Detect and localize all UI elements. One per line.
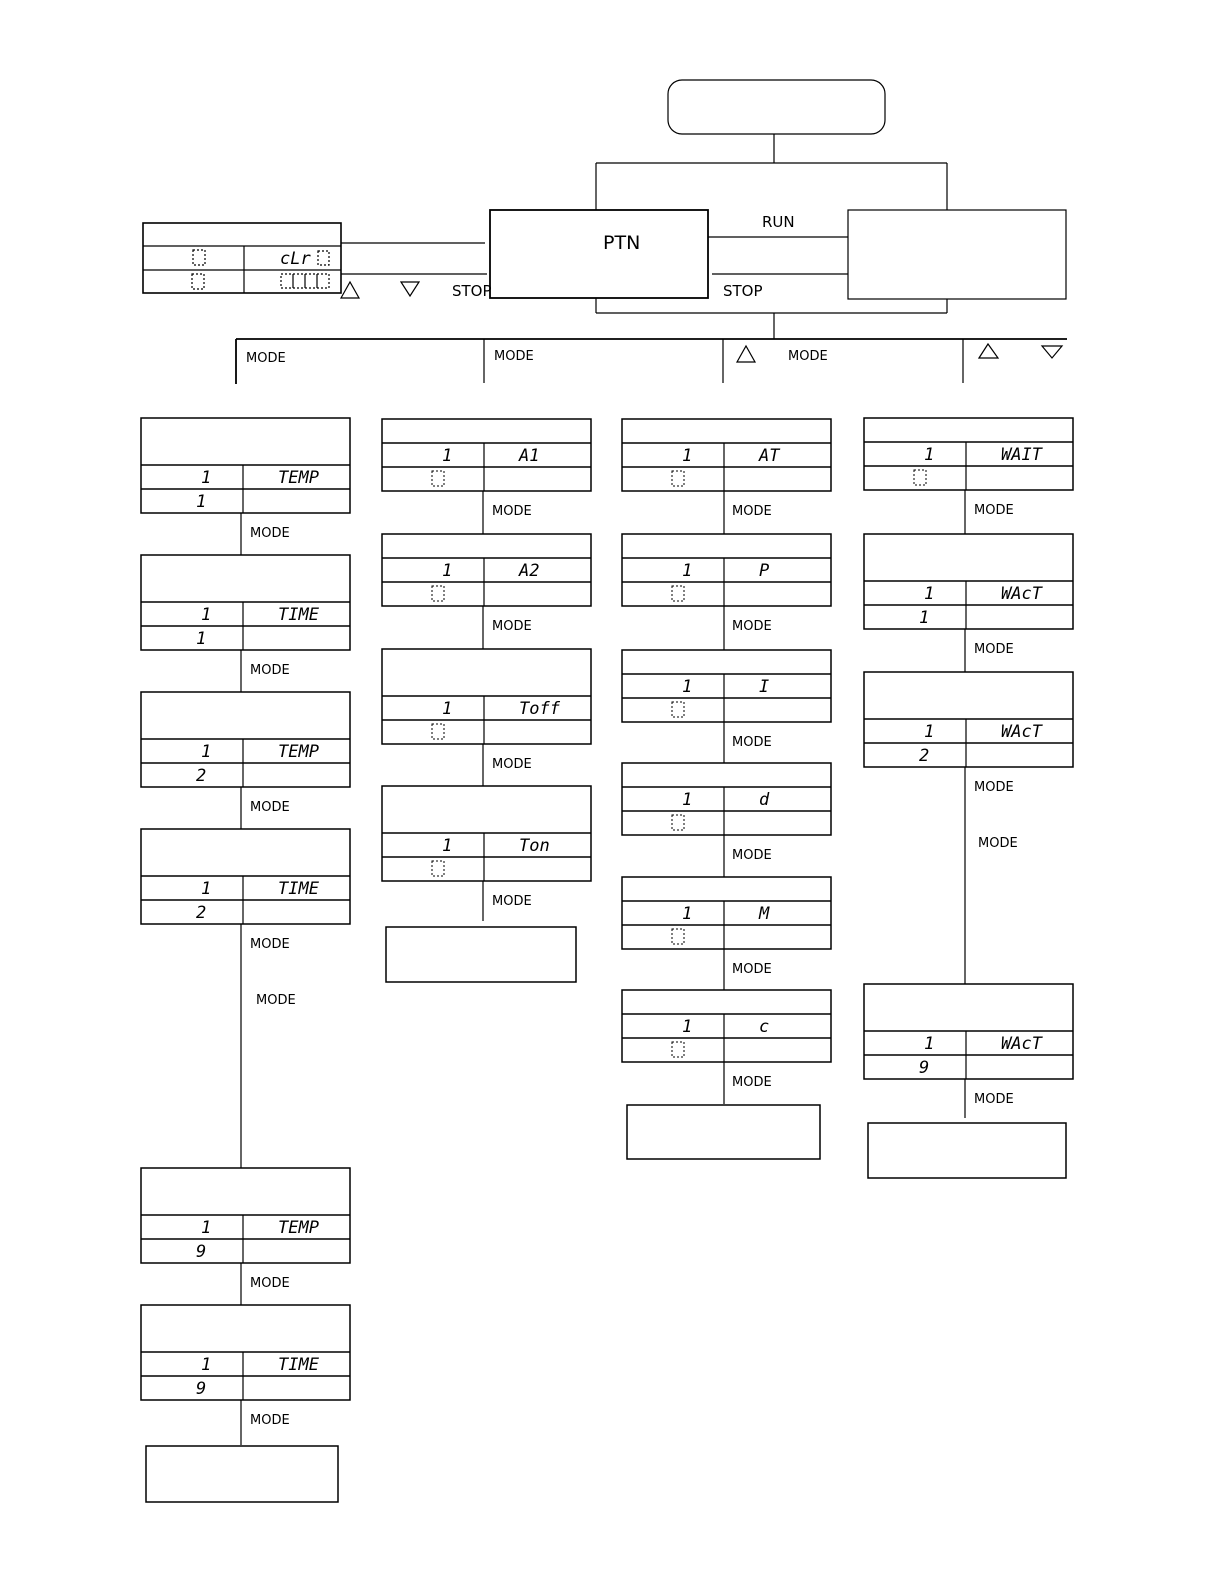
step-digit: 1 bbox=[924, 722, 935, 742]
dotted-digit-icon bbox=[432, 586, 444, 601]
ptn-label: PTN bbox=[603, 232, 641, 254]
run-box bbox=[848, 210, 1066, 299]
step-digit: 1 bbox=[924, 1034, 935, 1054]
step-number: 2 bbox=[196, 766, 207, 786]
step-digit: 1 bbox=[924, 445, 935, 465]
end-box bbox=[146, 1446, 338, 1502]
up-triangle-icon bbox=[979, 344, 998, 358]
parameter-code: c bbox=[759, 1017, 770, 1037]
step-number: 2 bbox=[919, 746, 930, 766]
dotted-digit-icon bbox=[192, 274, 204, 289]
mode-label: MODE bbox=[788, 349, 828, 364]
mode-label: MODE bbox=[492, 504, 532, 519]
mode-label: MODE bbox=[250, 800, 290, 815]
mode-label: MODE bbox=[256, 993, 296, 1008]
mode-label: MODE bbox=[732, 962, 772, 977]
dotted-digit-icon bbox=[672, 1042, 684, 1057]
step-number: 1 bbox=[196, 629, 207, 649]
dotted-digit-icon bbox=[672, 586, 684, 601]
dotted-digit-icon bbox=[293, 274, 305, 288]
step-digit: 1 bbox=[682, 446, 693, 466]
mode-label: MODE bbox=[974, 642, 1014, 657]
step-digit: 1 bbox=[682, 677, 693, 697]
parameter-code: TEMP bbox=[278, 468, 319, 488]
parameter-box bbox=[622, 990, 831, 1062]
end-box bbox=[868, 1123, 1066, 1178]
dotted-digit-icon bbox=[672, 929, 684, 944]
mode-label: MODE bbox=[974, 780, 1014, 795]
parameter-code: A2 bbox=[519, 561, 540, 581]
mode-label: MODE bbox=[732, 1075, 772, 1090]
clear-code: cLr bbox=[280, 249, 311, 269]
step-number: 2 bbox=[196, 903, 207, 923]
dotted-digit-icon bbox=[432, 724, 444, 739]
parameter-code: WAIT bbox=[1001, 445, 1042, 465]
parameter-code: WAcT bbox=[1001, 1034, 1042, 1054]
mode-label: MODE bbox=[732, 504, 772, 519]
dotted-digit-icon bbox=[672, 702, 684, 717]
step-number: 1 bbox=[919, 608, 930, 628]
dotted-digit-icon bbox=[193, 250, 205, 265]
parameter-box bbox=[622, 763, 831, 835]
step-number: 9 bbox=[196, 1242, 207, 1262]
step-digit: 1 bbox=[442, 836, 453, 856]
up-triangle-icon bbox=[737, 346, 755, 362]
step-digit: 1 bbox=[924, 584, 935, 604]
dotted-digit-icon bbox=[672, 471, 684, 486]
parameter-code: TEMP bbox=[278, 742, 319, 762]
mode-label: MODE bbox=[250, 1276, 290, 1291]
dotted-digit-icon bbox=[432, 861, 444, 876]
mode-label: MODE bbox=[732, 735, 772, 750]
step-digit: 1 bbox=[201, 1355, 212, 1375]
step-digit: 1 bbox=[201, 742, 212, 762]
end-box bbox=[627, 1105, 820, 1159]
parameter-code: TIME bbox=[278, 879, 319, 899]
parameter-box bbox=[622, 877, 831, 949]
step-digit: 1 bbox=[682, 561, 693, 581]
step-digit: 1 bbox=[682, 904, 693, 924]
stop-label-left: STOP bbox=[452, 282, 492, 300]
dotted-digit-icon bbox=[318, 251, 329, 265]
stop-label-right: STOP bbox=[723, 282, 763, 300]
step-digit: 1 bbox=[201, 1218, 212, 1238]
up-triangle-icon bbox=[341, 282, 359, 298]
parameter-code: A1 bbox=[519, 446, 540, 466]
step-digit: 1 bbox=[682, 1017, 693, 1037]
step-digit: 1 bbox=[442, 446, 453, 466]
parameter-code: TEMP bbox=[278, 1218, 319, 1238]
parameter-code: TIME bbox=[278, 1355, 319, 1375]
parameter-code: Toff bbox=[519, 699, 560, 719]
parameter-box bbox=[622, 534, 831, 606]
start-box bbox=[668, 80, 885, 134]
parameter-code: d bbox=[759, 790, 770, 810]
parameter-box bbox=[622, 650, 831, 722]
step-digit: 1 bbox=[682, 790, 693, 810]
mode-label: MODE bbox=[250, 1413, 290, 1428]
parameter-code: P bbox=[759, 561, 770, 581]
parameter-code: M bbox=[759, 904, 770, 924]
menu-columns bbox=[141, 418, 1073, 1502]
mode-label: MODE bbox=[732, 619, 772, 634]
mode-label: MODE bbox=[974, 1092, 1014, 1107]
down-triangle-icon bbox=[401, 282, 419, 296]
parameter-code: WAcT bbox=[1001, 722, 1042, 742]
mode-label: MODE bbox=[492, 894, 532, 909]
step-digit: 1 bbox=[442, 699, 453, 719]
mode-label: MODE bbox=[250, 663, 290, 678]
top-icons bbox=[192, 250, 1062, 362]
step-number: 9 bbox=[196, 1379, 207, 1399]
dotted-digit-icon bbox=[305, 274, 317, 288]
parameter-code: AT bbox=[759, 446, 780, 466]
parameter-code: WAcT bbox=[1001, 584, 1042, 604]
mode-label: MODE bbox=[492, 757, 532, 772]
dotted-digit-icon bbox=[317, 274, 329, 288]
run-label: RUN bbox=[762, 213, 795, 231]
parameter-code: TIME bbox=[278, 605, 319, 625]
top-labels bbox=[246, 213, 828, 366]
mode-label: MODE bbox=[250, 526, 290, 541]
clear-table bbox=[143, 223, 341, 293]
end-box bbox=[386, 927, 576, 982]
dotted-digit-icon bbox=[281, 274, 293, 288]
parameter-box bbox=[622, 419, 831, 491]
down-triangle-icon bbox=[1042, 346, 1062, 358]
step-digit: 1 bbox=[201, 468, 212, 488]
parameter-code: I bbox=[759, 677, 770, 697]
mode-label: MODE bbox=[494, 349, 534, 364]
dotted-digit-icon bbox=[914, 470, 926, 485]
parameter-box bbox=[382, 419, 591, 491]
step-digit: 1 bbox=[442, 561, 453, 581]
mode-label: MODE bbox=[732, 848, 772, 863]
step-number: 1 bbox=[196, 492, 207, 512]
parameter-box bbox=[382, 534, 591, 606]
step-digit: 1 bbox=[201, 605, 212, 625]
dotted-digit-icon bbox=[672, 815, 684, 830]
dotted-digit-icon bbox=[432, 471, 444, 486]
mode-label: MODE bbox=[492, 619, 532, 634]
step-number: 9 bbox=[919, 1058, 930, 1078]
ptn-box bbox=[490, 210, 708, 298]
mode-label: MODE bbox=[250, 937, 290, 952]
mode-label: MODE bbox=[246, 351, 286, 366]
mode-label: MODE bbox=[974, 503, 1014, 518]
mode-label: MODE bbox=[978, 836, 1018, 851]
step-digit: 1 bbox=[201, 879, 212, 899]
parameter-code: Ton bbox=[519, 836, 550, 856]
